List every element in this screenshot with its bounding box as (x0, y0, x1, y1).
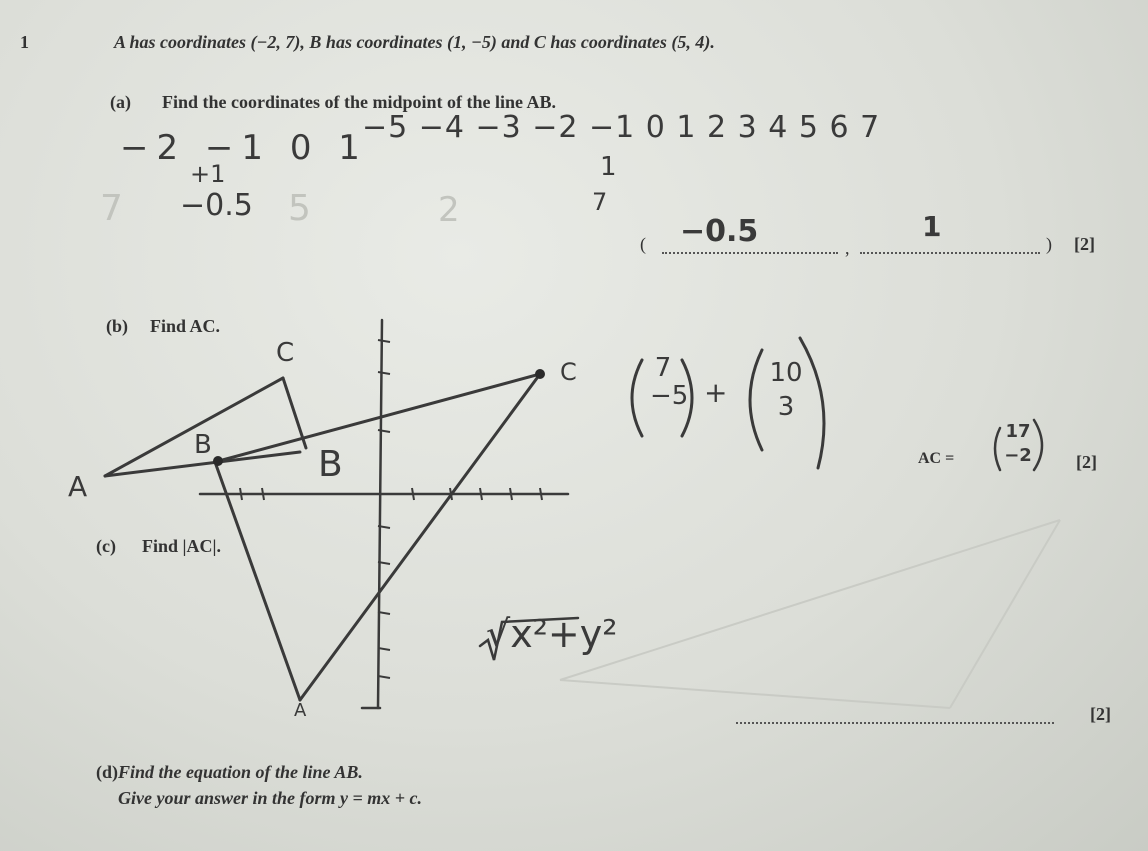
handwritten-plus-one: +1 (190, 160, 226, 188)
part-d-prompt: Find the equation of the line AB. (118, 762, 363, 782)
handwritten-vector-2 (766, 356, 806, 424)
handwritten-minus-half: −0.5 (180, 188, 253, 223)
bracket-vec2-left (750, 350, 762, 450)
part-c-prompt: Find |AC|. (142, 536, 221, 556)
answer-y-value[interactable]: 1 (922, 210, 942, 243)
part-a-prompt: Find the coordinates of the midpoint of the line AB. (162, 92, 557, 112)
marks-b: [2] (1076, 452, 1097, 472)
part-b-prompt: Find AC. (150, 316, 221, 336)
ac-vector-top: 17 (1005, 421, 1031, 442)
vec2-bottom: 3 (777, 392, 795, 422)
question-number: 1 (20, 32, 29, 52)
ac-answer-label: AC = (918, 450, 955, 467)
part-b-label: (b) (106, 316, 128, 336)
sketch-line-a-to-c-top (105, 378, 283, 476)
point-c-dot (535, 369, 545, 379)
question-stem: A has coordinates (−2, 7), B has coordinates (1, −5) and C has coordinates (5, 4). (114, 32, 715, 52)
marks-c: [2] (1090, 704, 1111, 724)
point-b-dot (213, 456, 223, 466)
handwritten-plus: + (704, 376, 728, 409)
handwritten-one-under-zero: 1 (600, 152, 617, 182)
bracket-ac-right (1034, 420, 1042, 470)
vec2-top: 10 (769, 358, 803, 388)
answer-x-value[interactable]: −0.5 (680, 214, 759, 249)
faint-show-through-7: 7 (100, 188, 123, 229)
faint-show-through-2: 2 (438, 190, 460, 230)
vec1-bottom: −5 (650, 381, 689, 411)
handwritten-number-line-right: −5 −4 −3 −2 −1 0 1 2 3 4 5 6 7 (362, 110, 881, 145)
part-d-label: (d) (96, 762, 118, 782)
faint-show-through-5: 5 (288, 188, 311, 229)
handwritten-number-line-left: −2 −1 0 1 (120, 128, 368, 168)
handwritten-magnitude-formula: √x²+y² (486, 612, 618, 656)
label-b-left: B (194, 430, 212, 460)
handwritten-seven: 7 (592, 188, 608, 216)
sketch-line-b-to-a (215, 462, 300, 700)
answer-c-line[interactable] (736, 722, 1054, 724)
part-c-label: (c) (96, 536, 116, 556)
part-d-prompt-form: Give your answer in the form y = mx + c. (118, 788, 423, 808)
label-a-bottom: A (294, 700, 307, 721)
ac-answer-vector[interactable] (1004, 420, 1032, 468)
part-a-label: (a) (110, 92, 131, 112)
label-a-left: A (68, 470, 88, 503)
label-b-right: B (318, 444, 343, 485)
bracket-vec1-left (632, 360, 642, 436)
label-c-right: C (560, 358, 577, 386)
vec1-top: 7 (654, 353, 672, 383)
answer-open-paren: ( (640, 234, 646, 254)
label-c-left: C (276, 338, 295, 368)
ac-vector-bottom: −2 (1004, 445, 1032, 466)
answer-close-paren: ) (1046, 234, 1052, 254)
answer-comma: , (845, 238, 850, 258)
marks-a: [2] (1074, 234, 1095, 254)
bracket-ac-left (995, 428, 1000, 470)
sketch-y-axis (378, 320, 382, 708)
handwritten-vector-1 (650, 353, 689, 411)
